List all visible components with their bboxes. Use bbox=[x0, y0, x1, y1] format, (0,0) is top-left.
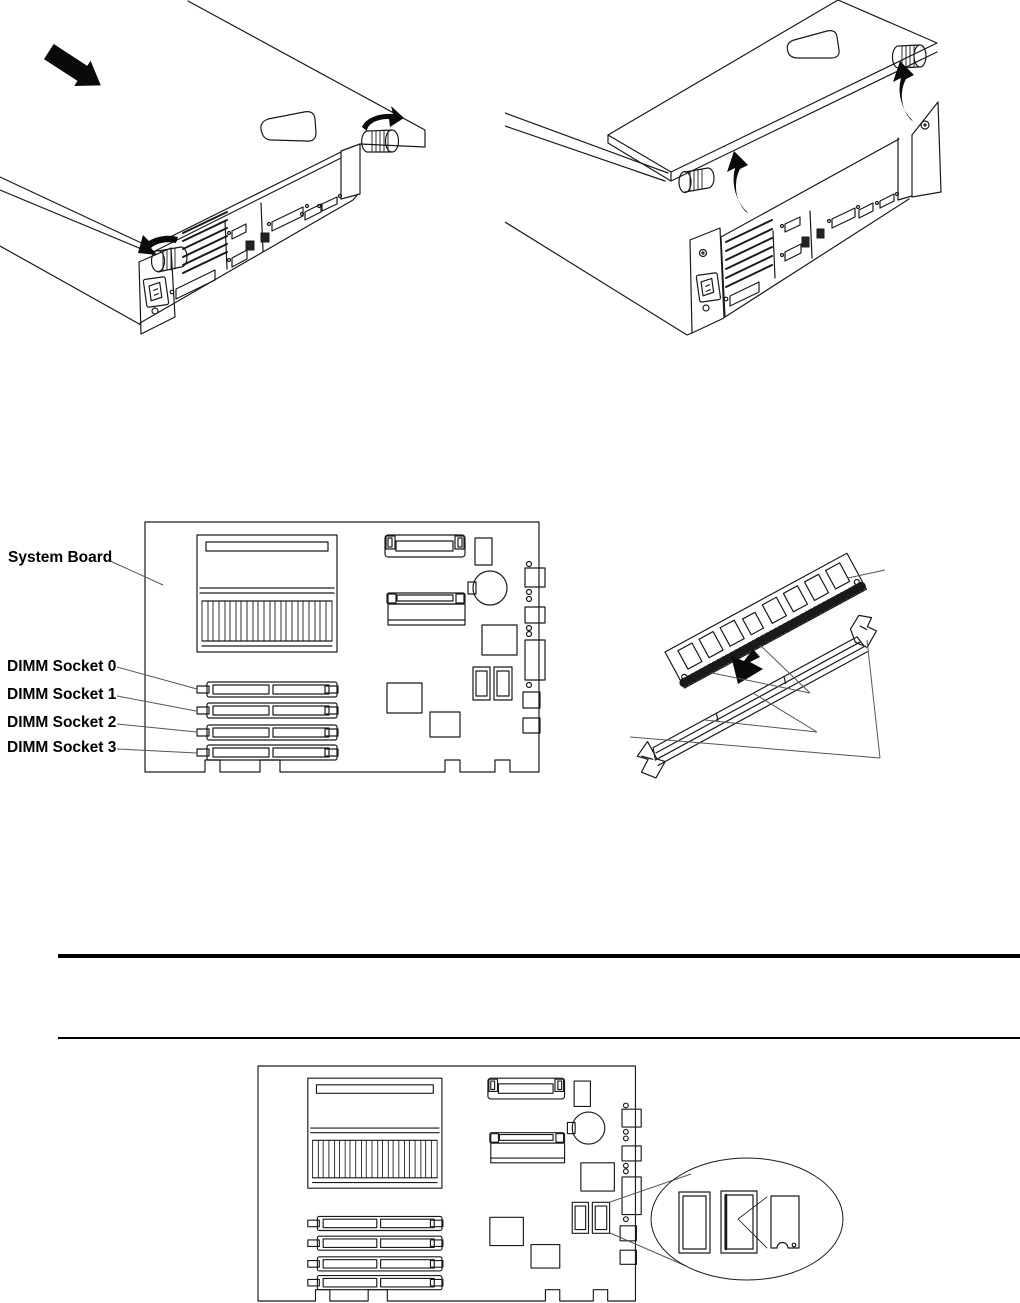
figure-lift-cover-off bbox=[505, 0, 965, 350]
figure-board-socket-magnified bbox=[255, 1063, 955, 1303]
rotate-arrow-right-icon bbox=[362, 106, 404, 131]
thumbscrew-right bbox=[362, 130, 399, 152]
chassis-cover-drawing bbox=[608, 0, 937, 181]
chassis-body-drawing bbox=[505, 102, 941, 335]
rear-ports bbox=[170, 195, 341, 300]
slide-direction-arrow-icon bbox=[41, 39, 109, 98]
dimm-socket-3-label: DIMM Socket 3 bbox=[7, 739, 117, 756]
figure-system-board-dimm-sockets bbox=[0, 510, 560, 800]
chassis-screw-hole bbox=[700, 250, 707, 257]
dimm-socket-slot-drawing bbox=[625, 611, 890, 783]
thumbscrew-left bbox=[679, 168, 714, 193]
cover-handle-cutout bbox=[261, 112, 316, 141]
dimm-socket-2-label: DIMM Socket 2 bbox=[7, 714, 117, 731]
chassis-screw-hole bbox=[703, 305, 709, 311]
rear-vents bbox=[183, 212, 227, 273]
chassis-screw-hole bbox=[921, 121, 929, 129]
chassis-screw-hole bbox=[152, 308, 158, 314]
rotate-arrow-left-icon bbox=[138, 235, 178, 255]
cover-handle-cutout bbox=[787, 31, 839, 58]
lift-arrow-left-icon bbox=[727, 151, 748, 213]
section-divider-thick bbox=[58, 954, 1020, 958]
dimm-socket-0-label: DIMM Socket 0 bbox=[7, 658, 117, 675]
figure-dimm-installation bbox=[620, 545, 1020, 790]
figure-slide-cover-back bbox=[0, 0, 470, 350]
magnifier-callout bbox=[651, 1158, 843, 1280]
ejector-latch-left bbox=[630, 739, 670, 783]
chassis-body-drawing bbox=[0, 144, 360, 334]
section-divider-thin bbox=[58, 1037, 1020, 1039]
socket-detail-drawing bbox=[679, 1191, 799, 1253]
dimm-socket-1-label: DIMM Socket 1 bbox=[7, 686, 117, 703]
power-inlet bbox=[143, 277, 169, 308]
thumbscrew-left bbox=[152, 247, 188, 272]
chassis-cover-drawing bbox=[0, 1, 425, 253]
label-leader-lines bbox=[108, 560, 197, 753]
module-detail-drawing bbox=[771, 1196, 799, 1248]
magnifier-ellipse bbox=[651, 1158, 843, 1280]
system-board-label: System Board bbox=[8, 549, 113, 566]
power-inlet bbox=[696, 273, 721, 303]
dimm-module-drawing bbox=[665, 553, 866, 688]
lift-arrow-right-icon bbox=[893, 61, 914, 121]
